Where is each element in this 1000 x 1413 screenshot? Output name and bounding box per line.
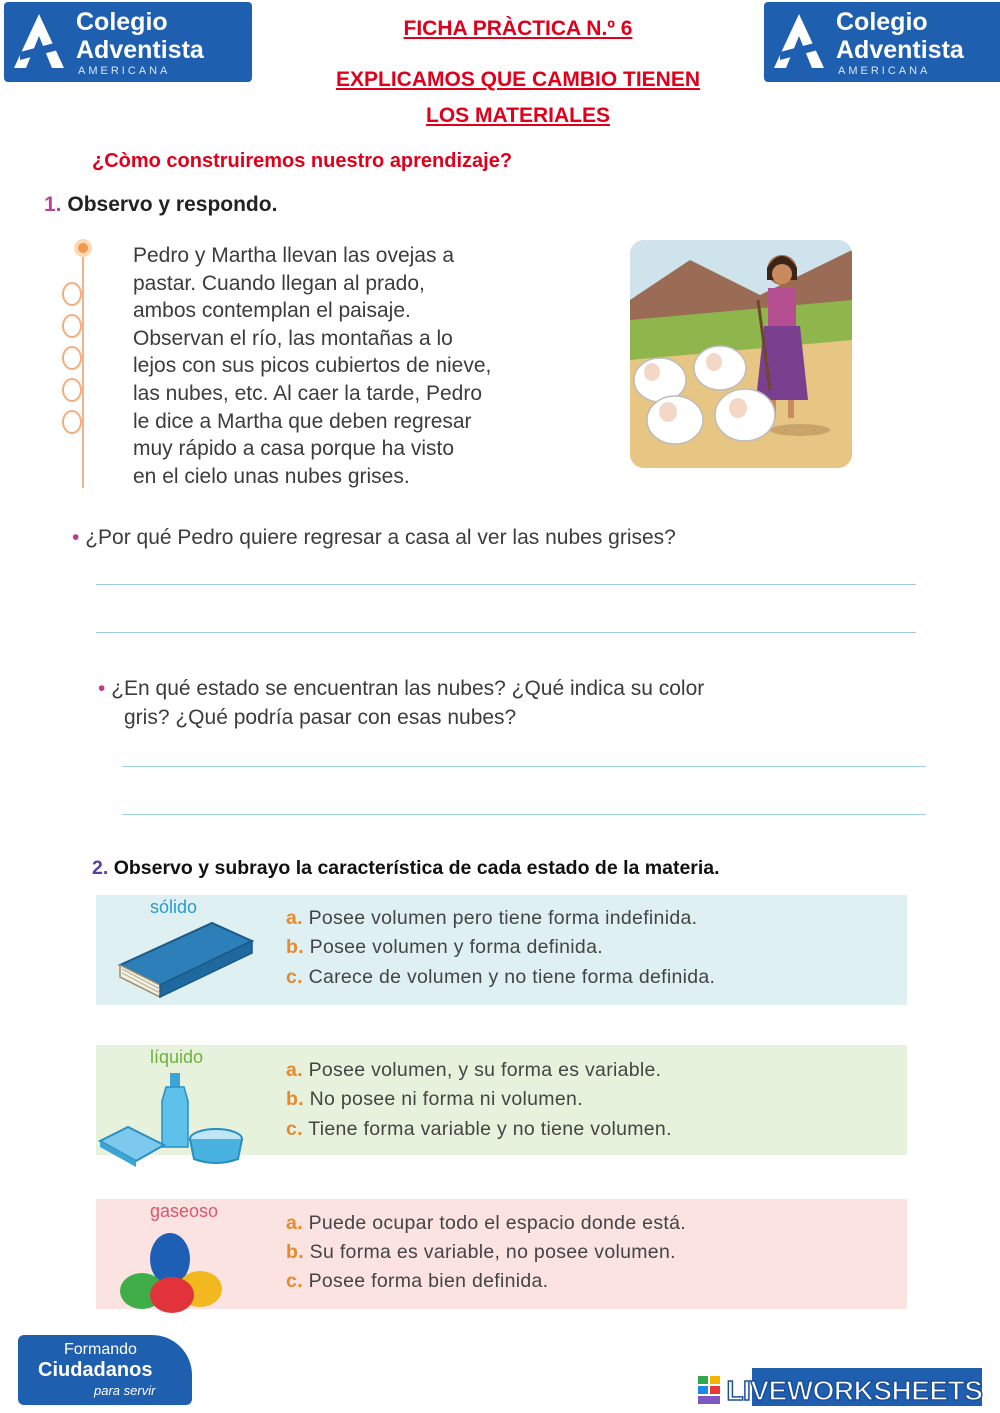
- option-c[interactable]: c. Posee forma bien definida.: [286, 1270, 549, 1292]
- decorative-vine-icon: [58, 236, 92, 488]
- option-b[interactable]: b. Su forma es variable, no posee volumen.: [286, 1241, 676, 1263]
- question1: [72, 523, 676, 552]
- state-box-liquid: [96, 1045, 907, 1155]
- question2-line2: gris? ¿Qué podría pasar con esas nubes?: [124, 706, 517, 729]
- logo-line2: Adventista: [76, 36, 204, 64]
- state-label: líquido: [150, 1047, 204, 1067]
- worksheet-title: FICHA PRÀCTICA N.º 6: [403, 17, 633, 40]
- footer-badge: [18, 1335, 192, 1405]
- option-b[interactable]: b. No posee ni forma ni volumen.: [286, 1088, 583, 1110]
- worksheet-subtitle-line2: LOS MATERIALES: [426, 104, 610, 127]
- answer-line[interactable]: [122, 766, 926, 767]
- option-c[interactable]: c. Tiene forma variable y no tiene volumen.: [286, 1118, 672, 1140]
- badge-line3: para servir: [94, 1383, 156, 1398]
- state-box-gas: [96, 1199, 907, 1309]
- story-line: le dice a Martha que deben regresar: [133, 409, 472, 433]
- bullet-icon: •: [98, 677, 106, 700]
- logo-line1: Colegio: [76, 8, 168, 36]
- section1-number: 1.: [44, 193, 62, 216]
- question2: [98, 674, 704, 732]
- story-line: lejos con sus picos cubiertos de nieve,: [133, 354, 492, 378]
- answer-line[interactable]: [96, 632, 916, 633]
- answer-line[interactable]: [96, 584, 916, 585]
- liquid-containers-icon: [98, 1071, 250, 1171]
- option-b[interactable]: b. Posee volumen y forma definida.: [286, 936, 603, 958]
- balloons-icon: [114, 1229, 234, 1315]
- option-a[interactable]: a. Posee volumen pero tiene forma indefinida.: [286, 907, 698, 929]
- story-line: en el cielo unas nubes grises.: [133, 464, 410, 488]
- logo-line1: Colegio: [836, 8, 928, 36]
- option-c[interactable]: c. Carece de volumen y no tiene forma definida.: [286, 966, 716, 988]
- story-text: [133, 242, 623, 490]
- option-a[interactable]: a. Puede ocupar todo el espacio donde está.: [286, 1212, 686, 1234]
- book-icon: [116, 919, 256, 1001]
- worksheet-subtitle-line1: EXPLICAMOS QUE CAMBIO TIENEN: [335, 68, 701, 91]
- watermark-logo-icon: [698, 1376, 722, 1406]
- section1-heading: [44, 193, 277, 217]
- story-line: pastar. Cuando llegan al prado,: [133, 271, 425, 295]
- school-logo-right: [764, 2, 1000, 82]
- story-line: las nubes, etc. Al caer la tarde, Pedro: [133, 381, 483, 405]
- answer-line[interactable]: [122, 814, 926, 815]
- shepherd-illustration: [630, 240, 852, 468]
- logo-line3: AMERICANA: [838, 65, 931, 77]
- state-label: gaseoso: [150, 1201, 219, 1221]
- story-line: Pedro y Martha llevan las ovejas a: [133, 244, 454, 267]
- watermark-text: LIVEWORKSHEETS: [726, 1375, 983, 1406]
- logo-line2: Adventista: [836, 36, 964, 64]
- section2-number: 2.: [92, 857, 109, 879]
- question2-line1: ¿En qué estado se encuentran las nubes? ¿Qué indica su color: [111, 677, 705, 700]
- section2-title: Observo y subrayo la característica de cada estado de la materia.: [113, 857, 720, 879]
- section1-title: Observo y respondo.: [67, 193, 278, 216]
- watermark: [698, 1375, 982, 1407]
- option-a[interactable]: a. Posee volumen, y su forma es variable.: [286, 1059, 662, 1081]
- school-logo-left: [4, 2, 252, 82]
- badge-line1: Formando: [64, 1341, 137, 1358]
- logo-line3: AMERICANA: [78, 65, 171, 77]
- story-line: ambos contemplan el paisaje.: [133, 299, 411, 323]
- badge-line2: Ciudadanos: [38, 1359, 153, 1381]
- section2-heading: [92, 857, 720, 880]
- learning-question: ¿Còmo construiremos nuestro aprendizaje?: [92, 150, 513, 172]
- state-label: sólido: [150, 897, 198, 917]
- story-line: Observan el río, las montañas a lo: [133, 326, 453, 350]
- question1-text: ¿Por qué Pedro quiere regresar a casa al ver las nubes grises?: [85, 526, 676, 549]
- state-box-solid: [96, 895, 907, 1005]
- bullet-icon: •: [72, 526, 80, 549]
- school-logo-icon: [12, 12, 66, 70]
- story-line: muy rápido a casa porque ha visto: [133, 437, 455, 461]
